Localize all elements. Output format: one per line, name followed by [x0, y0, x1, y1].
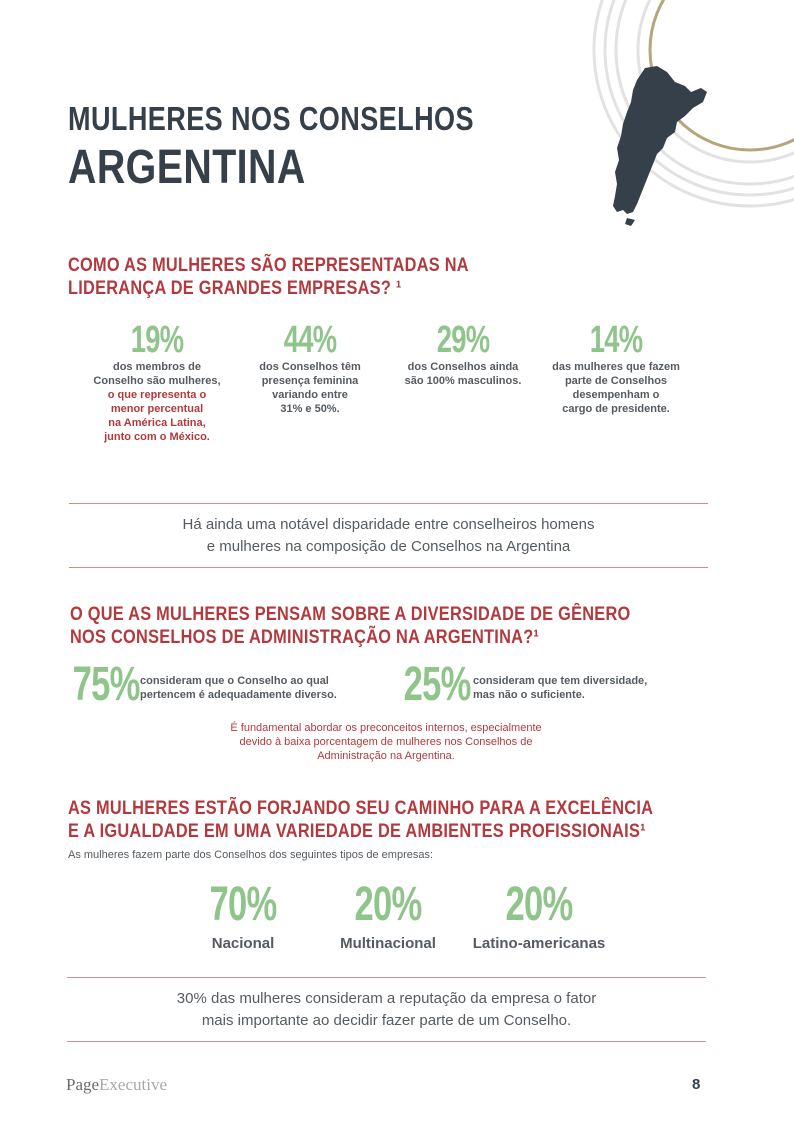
callout-line: e mulheres na composição de Conselhos na Argentina — [206, 538, 571, 555]
section3-heading-line2: E A IGUALDADE EM UMA VARIEDADE DE AMBIENTES PROFISSIONAIS¹ — [68, 821, 646, 842]
stat-value: 29% — [436, 319, 490, 361]
opinion-text-25 — [473, 674, 647, 702]
stat-text-line: 31% e 50%. — [280, 403, 340, 415]
section1-heading-line2: LIDERANÇA DE GRANDES EMPRESAS? ¹ — [68, 278, 402, 299]
section2-heading — [70, 603, 630, 649]
callout-line: 30% das mulheres consideram a reputação da empresa o fator — [176, 990, 597, 1007]
stat-highlight-line: menor percentual — [110, 403, 204, 415]
company-type-value: 20% — [354, 878, 422, 931]
opinion-line: pertencem é adequadamente diverso. — [140, 689, 337, 701]
stat-description — [82, 360, 232, 444]
page-title-line2: ARGENTINA — [68, 141, 306, 194]
stat-text-line: das mulheres que fazem — [552, 361, 680, 373]
company-type-value: 20% — [505, 878, 573, 931]
callout-note-1 — [69, 514, 708, 558]
logo-page: Page — [66, 1075, 100, 1094]
section2-heading-line2: NOS CONSELHOS DE ADMINISTRAÇÃO NA ARGENTINA?¹ — [70, 627, 540, 648]
emphasis-note — [186, 721, 586, 763]
stat-highlight-line: na América Latina, — [108, 417, 206, 429]
stat-value: 14% — [589, 319, 643, 361]
stat-text-line: parte de Conselhos — [564, 375, 668, 387]
callout-note-2 — [67, 988, 706, 1032]
stat-card-29 — [388, 320, 538, 388]
argentina-map-icon — [605, 62, 715, 232]
stat-highlight-line: junto com o México. — [104, 431, 210, 443]
opinion-line: consideram que o Conselho ao qual — [140, 675, 329, 687]
stat-text-line: Conselho são mulheres, — [93, 375, 221, 387]
section1-heading — [68, 254, 469, 300]
stat-text-line: cargo de presidente. — [562, 403, 670, 415]
company-type-nacional — [183, 880, 303, 952]
stat-card-14 — [541, 320, 691, 416]
callout-line: Há ainda uma notável disparidade entre conselheiros homens — [182, 516, 595, 533]
divider — [69, 567, 708, 568]
company-type-label: Multinacional — [340, 935, 436, 952]
stat-value: 44% — [283, 319, 337, 361]
divider — [67, 977, 706, 978]
divider — [69, 503, 708, 504]
opinion-text-75 — [140, 674, 337, 702]
section1-heading-line1: COMO AS MULHERES SÃO REPRESENTADAS NA — [68, 255, 469, 276]
stat-text-line: desempenham o — [572, 389, 660, 401]
stat-text-line: dos Conselhos têm — [259, 361, 361, 373]
emphasis-line: Administração na Argentina. — [317, 750, 455, 762]
stat-description — [235, 360, 385, 416]
emphasis-line: É fundamental abordar os preconceitos internos, especialmente — [230, 722, 542, 734]
opinion-line: mas não o suficiente. — [473, 689, 585, 701]
stat-value: 19% — [130, 319, 184, 361]
stat-text-line: dos Conselhos ainda — [407, 361, 519, 373]
page-executive-logo — [66, 1075, 167, 1095]
opinion-value-25: 25% — [403, 658, 471, 711]
company-type-label: Latino-americanas — [472, 935, 606, 952]
stat-card-44 — [235, 320, 385, 416]
stat-text-line: variando entre — [272, 389, 348, 401]
section3-subtitle: As mulheres fazem parte dos Conselhos dos seguintes tipos de empresas: — [68, 849, 434, 861]
opinion-value-75: 75% — [72, 658, 140, 711]
company-type-label: Nacional — [211, 935, 275, 952]
opinion-line: consideram que tem diversidade, — [473, 675, 648, 687]
emphasis-line: devido à baixa porcentagem de mulheres nos Conselhos de — [239, 736, 533, 748]
section3-heading — [68, 797, 653, 843]
section2-heading-line1: O QUE AS MULHERES PENSAM SOBRE A DIVERSIDADE DE GÊNERO — [70, 604, 631, 625]
stat-description — [388, 360, 538, 388]
company-type-latino-americanas — [459, 880, 619, 952]
stat-description — [541, 360, 691, 416]
page-title-line1: MULHERES NOS CONSELHOS — [68, 100, 474, 137]
company-type-value: 70% — [209, 878, 277, 931]
stat-text-line: presença feminina — [261, 375, 359, 387]
stat-highlight-line: o que representa o — [107, 389, 207, 401]
stat-text-line: dos membros de — [112, 361, 202, 373]
company-type-multinacional — [318, 880, 458, 952]
callout-line: mais importante ao decidir fazer parte de um Conselho. — [201, 1012, 572, 1029]
section3-heading-line1: AS MULHERES ESTÃO FORJANDO SEU CAMINHO PARA A EXCELÊNCIA — [68, 798, 654, 819]
logo-executive: Executive — [99, 1075, 168, 1094]
page-number: 8 — [692, 1076, 701, 1093]
stat-card-19 — [82, 320, 232, 444]
stat-text-line: são 100% masculinos. — [404, 375, 522, 387]
divider — [67, 1041, 706, 1042]
